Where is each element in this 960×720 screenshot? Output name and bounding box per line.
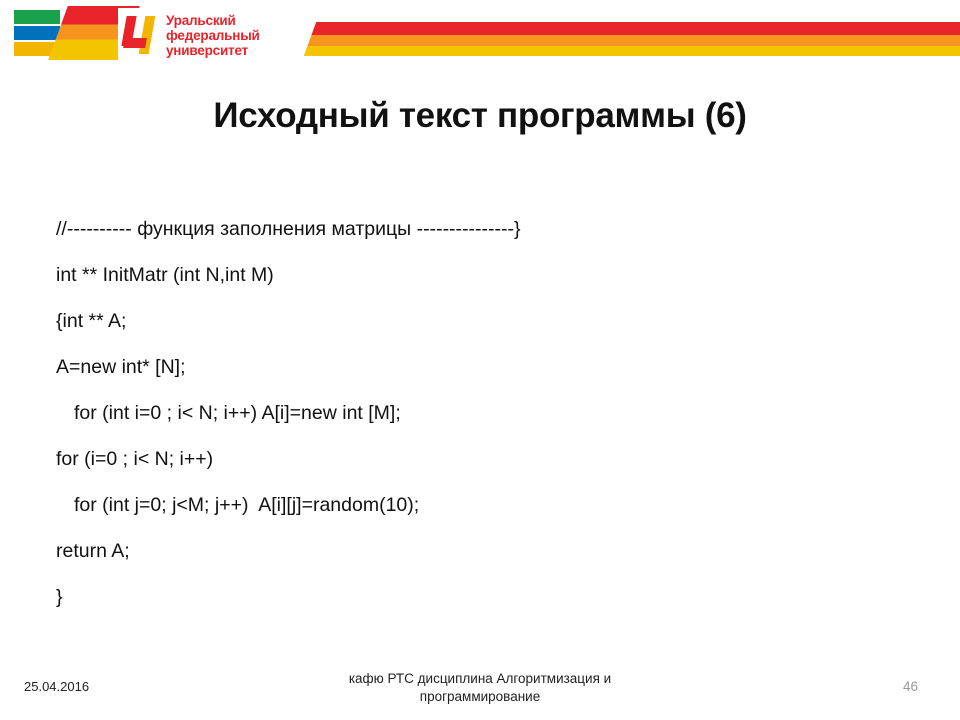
footer-course-line-2: программирование xyxy=(419,689,541,704)
university-logo-text xyxy=(166,13,260,58)
logo-line-1: Уральский xyxy=(166,12,236,28)
header-block-blue xyxy=(14,26,60,40)
ural-federal-university-logo-icon xyxy=(118,12,160,58)
footer-date: 25.04.2016 xyxy=(24,679,90,694)
code-line: for (int j=0; j<M; j++) A[i][j]=random(10); xyxy=(74,494,420,516)
page-title: Исходный текст программы (6) xyxy=(213,96,747,135)
code-line: //---------- функция заполнения матрицы ---------------} xyxy=(56,218,521,240)
code-line: {int ** A; xyxy=(56,310,127,332)
footer-page-number: 46 xyxy=(902,679,918,694)
logo-line-2: федеральный xyxy=(166,27,260,43)
slide-header-decoration xyxy=(0,0,960,70)
code-listing xyxy=(56,216,916,630)
code-line: for (int i=0 ; i< N; i++) A[i]=new int [M]; xyxy=(74,402,401,424)
footer-course-line-1: кафю РТС дисциплина Алгоритмизация и xyxy=(348,671,612,686)
code-line: for (i=0 ; i< N; i++) xyxy=(56,448,214,470)
code-line: int ** InitMatr (int N,int M) xyxy=(56,264,274,286)
header-band-red xyxy=(280,22,960,35)
code-line: } xyxy=(56,586,63,608)
code-line: return A; xyxy=(56,540,130,562)
header-band-yellow xyxy=(292,46,960,56)
footer-course-info xyxy=(300,670,660,706)
logo-line-3: университет xyxy=(166,42,248,58)
header-block-green xyxy=(14,10,60,24)
university-logo xyxy=(118,8,288,62)
header-band-orange xyxy=(284,35,960,46)
code-line: A=new int* [N]; xyxy=(56,356,186,378)
